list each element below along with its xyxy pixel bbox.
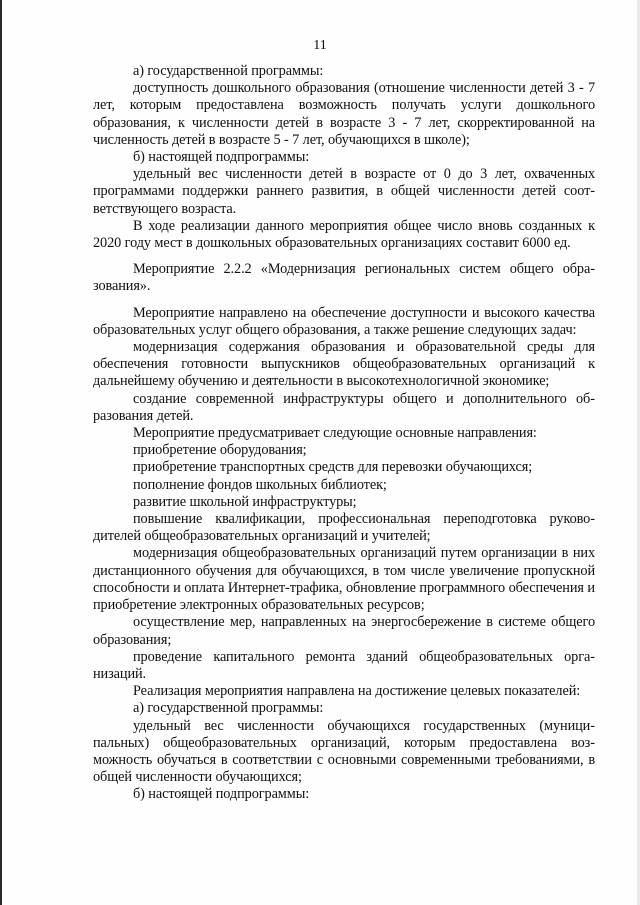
scan-left-edge <box>0 0 2 905</box>
list-item: проведение капитального ремонта зданий общеобразовательных организаций. <box>93 648 595 682</box>
paragraph: Мероприятие направлено на обеспечение доступности и высокого качества образовательных услуг общего образования, а также решение следующих задач: <box>93 304 595 338</box>
paragraph: Мероприятие 2.2.2 «Модернизация региональных систем общего образования». <box>93 261 595 295</box>
paragraph: удельный вес численности обучающихся государственных (муниципальных) общеобразовательных организаций, которым предоставлена возможность обучаться в соответствии с основными современными требованиями, в общей численности обучающихся; <box>93 717 595 786</box>
paragraph: удельный вес численности детей в возрасте от 0 до 3 лет, охваченных программами поддержки раннего развития, в общей численности детей соответствующего возраста. <box>93 166 595 217</box>
list-item: пополнение фондов школьных библиотек; <box>133 476 387 493</box>
paragraph: б) настоящей подпрограммы: <box>133 149 310 166</box>
paragraph: В ходе реализации данного мероприятия общее число вновь созданных к 2020 году мест в дошкольных образовательных организациях составит 6000 ед. <box>93 217 595 252</box>
paragraph: модернизация содержания образования и образовательной среды для обеспечения готовности выпускников общеобразовательных организаций к дальнейшему обучению и деятельности в высокотехнологичной экономике; <box>93 339 595 390</box>
list-item: развитие школьной инфраструктуры; <box>133 493 357 510</box>
list-item: приобретение транспортных средств для перевозки обучающихся; <box>133 459 533 476</box>
page-number: 11 <box>313 38 327 53</box>
paragraph: б) настоящей подпрограммы: <box>133 786 310 803</box>
list-item: модернизация общеобразовательных организаций путем организации в них дистанционного обучения для обучающихся, в том числе увеличение пропускной способности и оплата Интернет-трафика, обновление программного обеспечения и приобретение электронных образовательных ресурсов; <box>93 545 595 614</box>
list-item: приобретение оборудования; <box>133 442 307 459</box>
paragraph: доступность дошкольного образования (отношение численности детей 3 - 7 лет, которым предоставлена возможность получать услуги дошкольного образования, к численности детей в возрасте 3 - 7 лет, скорректированной на численность детей в возрасте 5 - 7 лет, обучающихся в школе); <box>93 80 595 148</box>
paragraph: а) государственной программы: <box>133 63 324 79</box>
paragraph: создание современной инфраструктуры общего и дополнительного образования детей. <box>93 390 595 424</box>
paragraph: а) государственной программы: <box>133 700 324 717</box>
document-body <box>93 63 595 804</box>
paragraph: Реализация мероприятия направлена на достижение целевых показателей: <box>133 683 581 700</box>
list-item: повышение квалификации, профессиональная переподготовка руководителей общеобразовательных организаций и учителей; <box>93 511 595 545</box>
list-item: осуществление мер, направленных на энергосбережение в системе общего образования; <box>93 614 595 648</box>
paragraph: Мероприятие предусматривает следующие основные направления: <box>133 425 537 442</box>
